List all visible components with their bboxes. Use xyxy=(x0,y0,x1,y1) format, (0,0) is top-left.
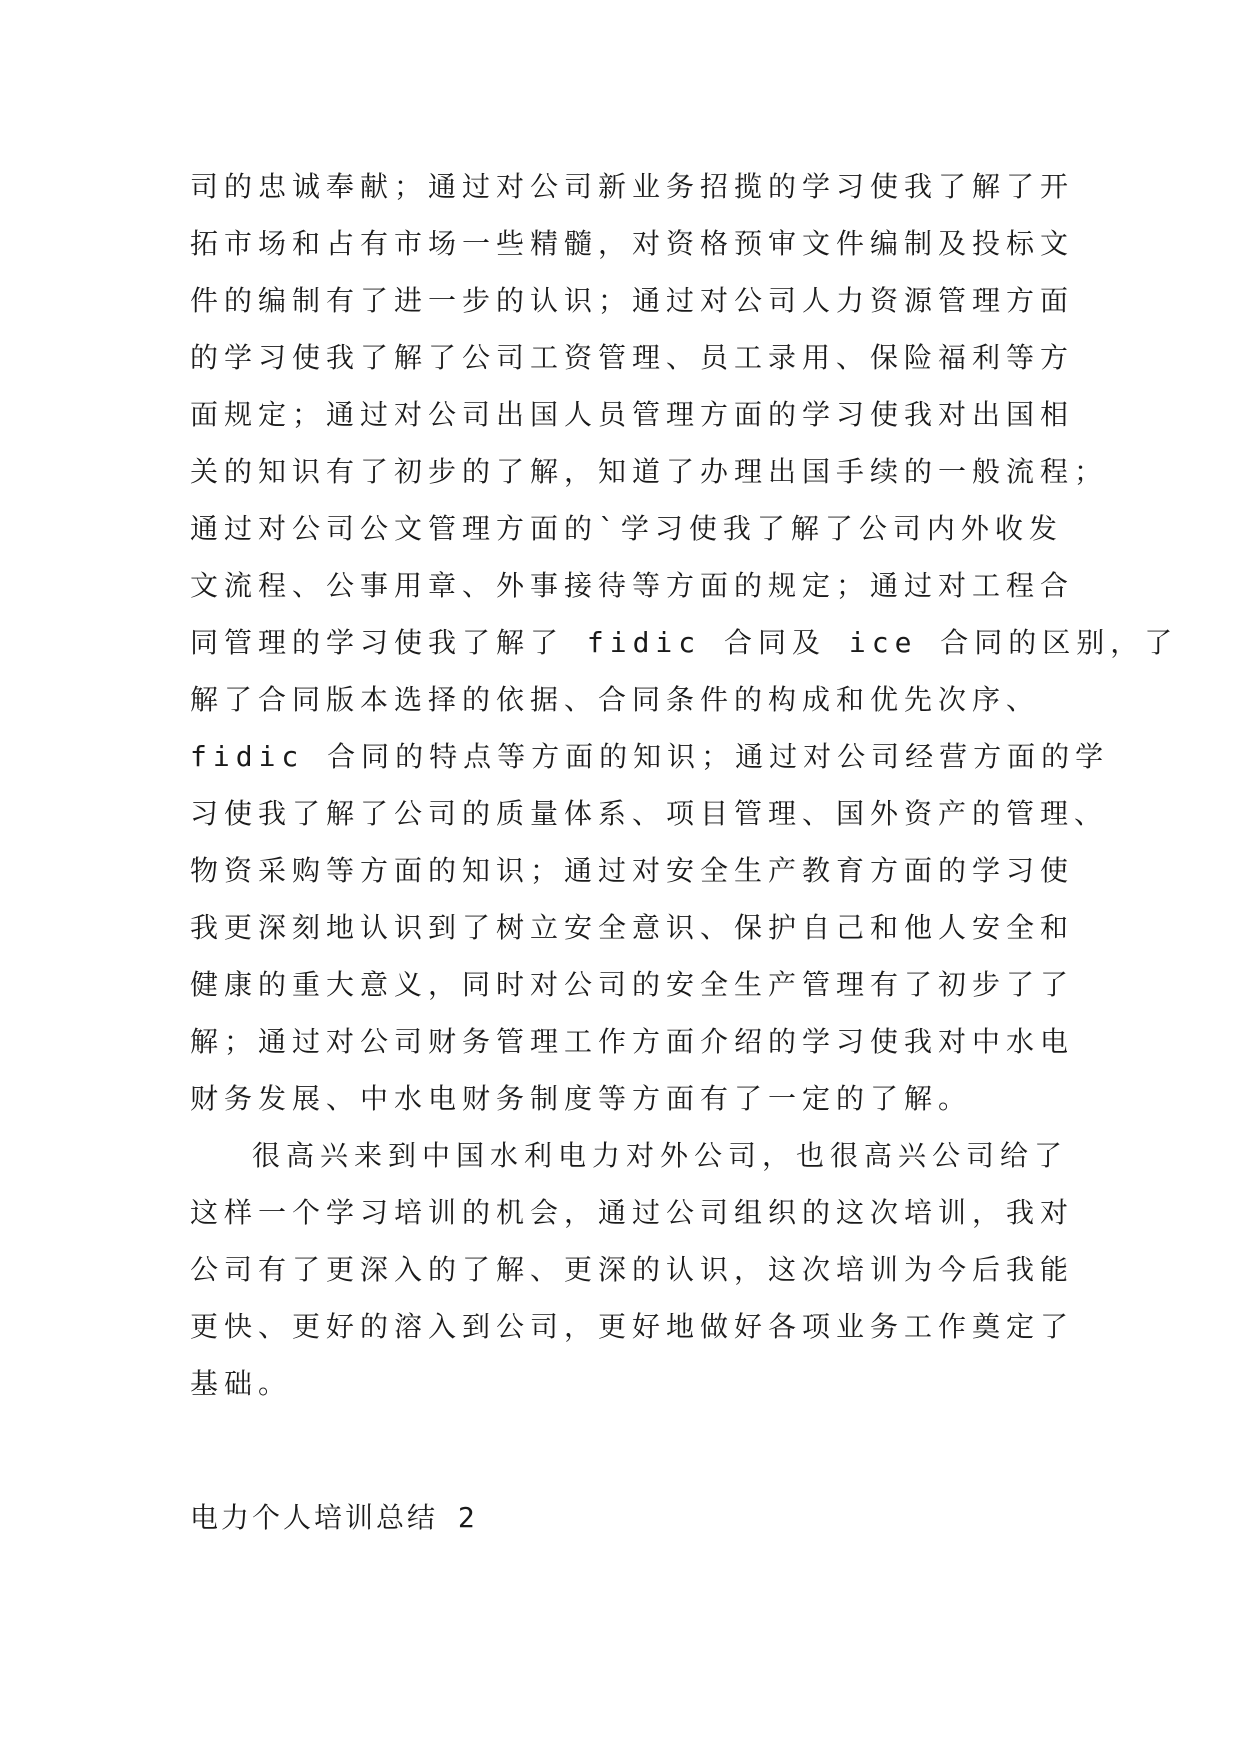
paragraph-1-line: 拓市场和占有市场一些精髓，对资格预审文件编制及投标文 xyxy=(190,227,1075,260)
paragraph-1-line: fidic 合同的特点等方面的知识；通过对公司经营方面的学 xyxy=(190,740,1110,773)
paragraph-1-line: 的学习使我了解了公司工资管理、员工录用、保险福利等方 xyxy=(190,341,1075,374)
paragraph-1-line: 关的知识有了初步的了解，知道了办理出国手续的一般流程； xyxy=(190,455,1109,488)
paragraph-2-line: 很高兴来到中国水利电力对外公司，也很高兴公司给了 xyxy=(252,1139,1069,1172)
paragraph-1-line: 我更深刻地认识到了树立安全意识、保护自己和他人安全和 xyxy=(190,911,1075,944)
paragraph-1-line: 司的忠诚奉献；通过对公司新业务招揽的学习使我了解了开 xyxy=(190,170,1075,203)
body-text xyxy=(190,158,1179,1412)
paragraph-1-line: 解；通过对公司财务管理工作方面介绍的学习使我对中水电 xyxy=(190,1025,1075,1058)
paragraph-1-line: 健康的重大意义，同时对公司的安全生产管理有了初步了了 xyxy=(190,968,1075,1001)
paragraph-1-line: 物资采购等方面的知识；通过对安全生产教育方面的学习使 xyxy=(190,854,1075,887)
paragraph-1-line: 习使我了解了公司的质量体系、项目管理、国外资产的管理、 xyxy=(190,797,1109,830)
paragraph-1-line: 文流程、公事用章、外事接待等方面的规定；通过对工程合 xyxy=(190,569,1075,602)
paragraph-1-line: 解了合同版本选择的依据、合同条件的构成和优先次序、 xyxy=(190,683,1041,716)
paragraph-1-line: 财务发展、中水电财务制度等方面有了一定的了解。 xyxy=(190,1082,973,1115)
paragraph-1-line: 件的编制有了进一步的认识；通过对公司人力资源管理方面 xyxy=(190,284,1075,317)
paragraph-1-line: 面规定；通过对公司出国人员管理方面的学习使我对出国相 xyxy=(190,398,1075,431)
paragraph-1-line: 通过对公司公文管理方面的`学习使我了解了公司内外收发 xyxy=(190,512,1063,545)
paragraph-2-line: 基础。 xyxy=(190,1367,293,1400)
section-heading: 电力个人培训总结 2 xyxy=(190,1501,478,1534)
paragraph-2-line: 更快、更好的溶入到公司，更好地做好各项业务工作奠定了 xyxy=(190,1310,1075,1343)
paragraph-1-line: 同管理的学习使我了解了 fidic 合同及 ice 合同的区别，了 xyxy=(190,626,1179,659)
paragraph-2-line: 公司有了更深入的了解、更深的认识，这次培训为今后我能 xyxy=(190,1253,1075,1286)
paragraph-2-line: 这样一个学习培训的机会，通过公司组织的这次培训，我对 xyxy=(190,1196,1075,1229)
